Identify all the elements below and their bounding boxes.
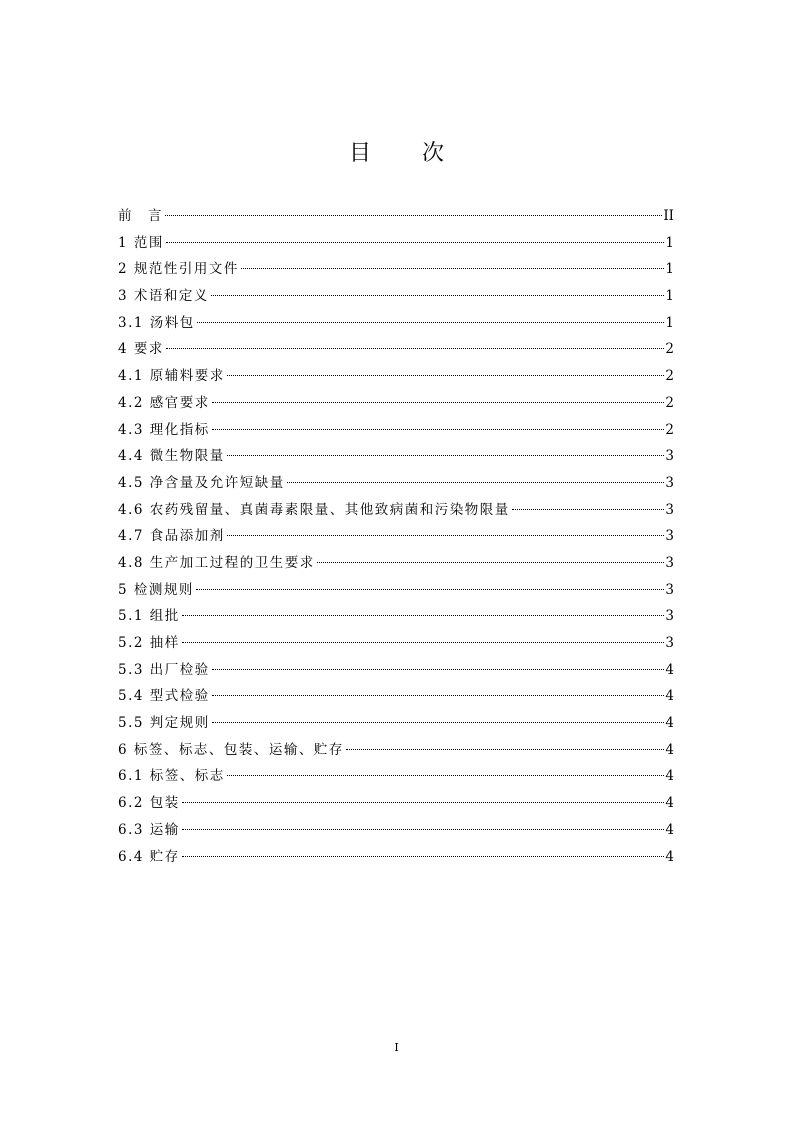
toc-entry-label: 4.6 农药残留量、真菌毒素限量、其他致病菌和污染物限量: [118, 501, 510, 518]
toc-entry-label: 前 言: [118, 208, 163, 224]
toc-entry-label: 6.1 标签、标志: [118, 768, 225, 785]
toc-entry-label: 2 规范性引用文件: [118, 261, 239, 278]
toc-entry-page-number: 3: [665, 448, 674, 465]
toc-entry-label: 6 标签、标志、包装、运输、贮存: [118, 741, 344, 758]
toc-entry-label: 4.3 理化指标: [118, 421, 210, 438]
toc-entry-page-number: 4: [665, 768, 674, 785]
toc-entry-page-number: 1: [665, 314, 674, 331]
toc-entry-page-number: 2: [665, 341, 674, 358]
page-title: 目 次: [349, 141, 466, 166]
toc-entry-page-number: 2: [665, 421, 674, 438]
dot-leader: [197, 322, 665, 323]
toc-entry-label: 5.4 型式检验: [118, 688, 210, 705]
toc-entry[interactable]: [118, 417, 674, 444]
toc-entry-label: 6.2 包装: [118, 795, 180, 812]
dot-leader: [182, 829, 665, 830]
toc-entry-page-number: 4: [665, 848, 674, 865]
toc-entry[interactable]: [118, 657, 674, 684]
dot-leader: [512, 509, 665, 510]
dot-leader: [182, 642, 665, 643]
toc-entry-page-number: 1: [665, 261, 674, 278]
dot-leader: [196, 589, 665, 590]
toc-entry[interactable]: [118, 310, 674, 337]
dot-leader: [166, 348, 665, 349]
toc-entry-label: 4.5 净含量及允许短缺量: [118, 474, 285, 491]
toc-entry-label: 5.5 判定规则: [118, 715, 210, 732]
toc-entry[interactable]: [118, 363, 674, 390]
toc-entry-label: 5.2 抽样: [118, 635, 180, 651]
toc-entry-page-number: 4: [665, 741, 674, 758]
toc-entry-page-number: 3: [665, 581, 674, 598]
toc-entry[interactable]: [118, 256, 674, 283]
dot-leader: [227, 535, 665, 536]
toc-entry-label: 1 范围: [118, 234, 164, 251]
dot-leader: [212, 669, 665, 670]
toc-entry[interactable]: [118, 443, 674, 470]
toc-entry-page-number: II: [663, 208, 674, 224]
dot-leader: [165, 215, 662, 216]
dot-leader: [346, 749, 665, 750]
toc-entry[interactable]: [118, 630, 674, 657]
toc-entry[interactable]: [118, 817, 674, 844]
dot-leader: [212, 429, 665, 430]
table-of-contents: [118, 203, 674, 870]
toc-entry[interactable]: [118, 336, 674, 363]
toc-entry-page-number: 3: [665, 554, 674, 571]
toc-entry-label: 3 术语和定义: [118, 288, 209, 305]
dot-leader: [227, 375, 665, 376]
toc-entry[interactable]: [118, 203, 674, 230]
toc-entry-label: 5.3 出厂检验: [118, 661, 210, 678]
toc-entry[interactable]: [118, 283, 674, 310]
dot-leader: [212, 402, 665, 403]
toc-entry-label: 4.1 原辅料要求: [118, 368, 225, 385]
toc-entry-label: 5.1 组批: [118, 608, 180, 625]
toc-entry-page-number: 4: [665, 821, 674, 838]
toc-entry[interactable]: [118, 390, 674, 417]
toc-entry-page-number: 4: [665, 795, 674, 812]
toc-entry[interactable]: [118, 230, 674, 257]
dot-leader: [166, 242, 665, 243]
dot-leader: [227, 455, 665, 456]
toc-entry-page-number: 3: [665, 528, 674, 545]
dot-leader: [212, 695, 665, 696]
toc-entry-page-number: 4: [665, 688, 674, 705]
toc-entry-page-number: 1: [665, 288, 674, 305]
toc-entry[interactable]: [118, 710, 674, 737]
toc-entry-label: 6.3 运输: [118, 821, 180, 838]
footer-page-number: I: [394, 1041, 399, 1054]
toc-entry-page-number: 3: [665, 474, 674, 491]
dot-leader: [211, 295, 665, 296]
toc-entry-page-number: 2: [665, 394, 674, 411]
toc-entry[interactable]: [118, 763, 674, 790]
toc-entry[interactable]: [118, 603, 674, 630]
toc-entry[interactable]: [118, 683, 674, 710]
dot-leader: [212, 722, 665, 723]
toc-entry[interactable]: [118, 844, 674, 871]
toc-entry-page-number: 3: [665, 635, 674, 651]
toc-entry-page-number: 3: [665, 608, 674, 625]
toc-entry-label: 6.4 贮存: [118, 848, 180, 865]
toc-entry[interactable]: [118, 470, 674, 497]
toc-entry-label: 4.8 生产加工过程的卫生要求: [118, 554, 315, 571]
toc-entry-label: 5 检测规则: [118, 581, 194, 598]
dot-leader: [227, 775, 665, 776]
toc-entry-page-number: 3: [665, 501, 674, 518]
dot-leader: [182, 802, 665, 803]
toc-entry-page-number: 4: [665, 715, 674, 732]
dot-leader: [182, 856, 665, 857]
toc-entry[interactable]: [118, 550, 674, 577]
toc-entry-page-number: 4: [665, 661, 674, 678]
toc-entry[interactable]: [118, 523, 674, 550]
toc-entry[interactable]: [118, 790, 674, 817]
toc-entry-label: 4.4 微生物限量: [118, 448, 225, 465]
toc-entry-label: 4 要求: [118, 341, 164, 358]
toc-entry[interactable]: [118, 497, 674, 524]
dot-leader: [317, 562, 665, 563]
toc-entry-page-number: 1: [665, 234, 674, 251]
toc-entry[interactable]: [118, 577, 674, 604]
toc-entry-label: 3.1 汤料包: [118, 314, 195, 331]
toc-entry-page-number: 2: [665, 368, 674, 385]
toc-entry-label: 4.7 食品添加剂: [118, 528, 225, 545]
toc-entry[interactable]: [118, 737, 674, 764]
dot-leader: [241, 268, 665, 269]
dot-leader: [182, 615, 665, 616]
toc-entry-label: 4.2 感官要求: [118, 394, 210, 411]
dot-leader: [287, 482, 665, 483]
